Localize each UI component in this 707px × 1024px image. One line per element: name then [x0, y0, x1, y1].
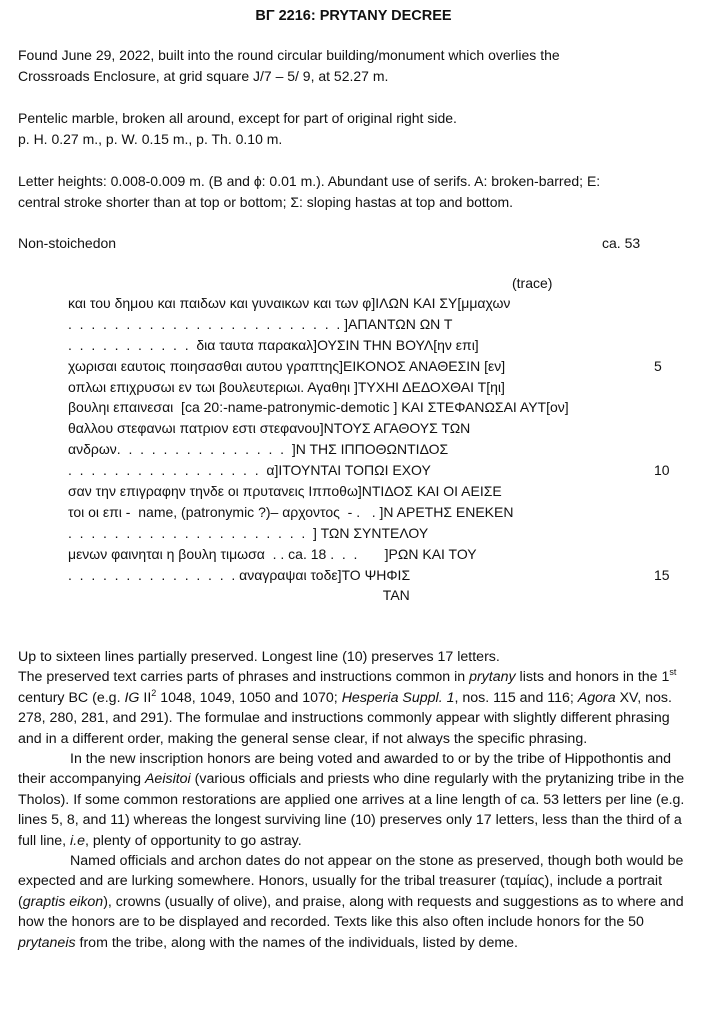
- inscription-line: . . . . . . . . . . . δια ταυτα παρακαλ]ΟΥΣΙΝ ΤΗΝ ΒΟΥΛ[ην επι]: [68, 336, 479, 353]
- commentary-paragraph-2: The preserved text carries parts of phrases and instructions common in prytany lists and honors in the 1st century BC (e.g. IG $II^2$ 1048, 1049, 1050 and 1070; Hesperia Suppl. 1, nos. 115 and 116; Agora XV, nos. 278, 280, 281, and 291). The formulae and instructions commonly appear with slightly different phrasing and in a different order, making the general sense clear, if not always the specific phrasing.: [18, 667, 677, 747]
- inscription-line: μενων φαινηται η βουλη τιμωσα . . ca. 18 . . . ]ΡΩΝ ΚΑΙ ΤΟΥ: [68, 545, 477, 562]
- line-number-5: 5: [654, 358, 662, 374]
- non-stoichedon-label: Non-stoichedon: [18, 235, 117, 251]
- line-number-15: 15: [654, 567, 670, 583]
- inscription-line: βουληι επαινεσαι [ca 20:-name-patronymic-demotic ] ΚΑΙ ΣΤΕΦΑΝΩΣΑΙ ΑΥΤ[ον]: [68, 399, 569, 416]
- find-paragraph: [18, 45, 690, 87]
- commentary: [18, 647, 690, 953]
- letter-line-1: Letter heights: 0.008-0.009 m. (B and ϕ: 0.01 m.). Abundant use of serifs. A: broken-barred; E:: [18, 173, 601, 189]
- inscription-line: θαλλου στεφανωι πατριον εστι στεφανου]ΝΤΟΥΣ ΑΓΑΘΟΥΣ ΤΩΝ: [68, 420, 471, 437]
- find-line-2: Crossroads Enclosure, at grid square J/7 – 5/ 9, at 52.27 m.: [18, 68, 389, 84]
- line-number-10: 10: [654, 462, 670, 478]
- inscription-line: και του δημου και παιδων και γυναικων και των φ]ΙΛΩΝ ΚΑΙ ΣΥ[μμαχων: [68, 295, 511, 311]
- inscription-line: . . . . . . . . . . . . . . . . . . . . . ] ΤΩΝ ΣΥΝΤΕΛΟΥ: [68, 524, 429, 541]
- inscription-line: ανδρων. . . . . . . . . . . . . . . ]Ν ΤΗΣ ΙΠΠΟΘΩΝΤΙΔΟΣ: [68, 441, 449, 458]
- inscription-line: χωρισαι εαυτοις ποιησασθαι αυτου γραπτης]ΕΙΚΟΝΟΣ ΑΝΑΘΕΣΙΝ [εν]: [68, 357, 506, 374]
- inscription-line: . . . . . . . . . . . . . . . . . . . . . . . . ]ΑΠΑΝΤΩΝ ΩΝ Τ: [68, 315, 453, 332]
- line-length-label: ca. 53: [602, 235, 641, 251]
- commentary-paragraph-4: Named officials and archon dates do not appear on the stone as preserved, though both would be expected and are lurking somewhere. Honors, usually for the tribal treasurer (ταμίας), include a portrait (graptis eikon), crowns (usually of olive), and praise, along with requests and suggestions as to where and how the honors are to be displayed and recorded. Texts like this also often include honors for the 50 prytaneis from the tribe, along with the names of the individuals, listed by deme.: [18, 853, 684, 951]
- letter-line-2: central stroke shorter than at top or bottom; Σ: sloping hastas at top and bottom.: [18, 194, 514, 210]
- material-line-1: Pentelic marble, broken all around, except for part of original right side.: [18, 110, 457, 126]
- inscription-line: σαν την επιγραφην τηνδε οι πρυτανεις Ιπποθω]ΝΤΙΔΟΣ ΚΑΙ ΟΙ ΑΕΙΣΕ: [68, 483, 502, 500]
- inscription-line: τοι οι επι - name, (patronymic ?)– αρχοντος - . . ]Ν ΑΡΕΤΗΣ ΕΝΕΚΕΝ: [68, 503, 514, 520]
- commentary-paragraph-3: In the new inscription honors are being voted and awarded to or by the tribe of Hippothontis and their accompanying Aeisitoi (various officials and priests who dine regularly with the prytanizing tribe in the Tholos). If some common restorations are applied one arrives at a line length of ca. 53 letters per line (e.g. lines 5, 8, and 11) whereas the longest surviving line (10) preserves only 17 letters, less than the third of a full line, i.e, plenty of opportunity to go astray.: [18, 751, 685, 849]
- find-line-1: Found June 29, 2022, built into the round circular building/monument which overlies the: [18, 47, 560, 63]
- commentary-paragraph-1: Up to sixteen lines partially preserved. Longest line (10) preserves 17 letters.: [18, 649, 500, 665]
- inscription-line: . . . . . . . . . . . . . . . αναγραψαι τοδε]ΤΟ ΨΗΦΙΣ: [68, 566, 411, 583]
- inscription-line: οπλωι επιχρυσωι εν τωι βουλευτεριωι. Αγαθηι ]ΤΥΧΗΙ ΔΕΔΟΧΘΑΙ Τ[ηι]: [68, 378, 505, 395]
- page-title: ΒΓ 2216: PRYTANY DECREE: [255, 8, 452, 24]
- material-line-2: p. H. 0.27 m., p. W. 0.15 m., p. Th. 0.10 m.: [18, 131, 283, 147]
- material-paragraph: [18, 108, 690, 150]
- letter-heights-paragraph: [18, 171, 690, 213]
- inscription-line: ΤΑΝ: [68, 587, 410, 604]
- inscription-line: . . . . . . . . . . . . . . . . . α]ΙΤΟΥΝΤΑΙ ΤΟΠΩΙ ΕΧΟΥ: [68, 462, 431, 479]
- inscription-text: [68, 293, 628, 606]
- trace-label: (trace): [512, 275, 553, 291]
